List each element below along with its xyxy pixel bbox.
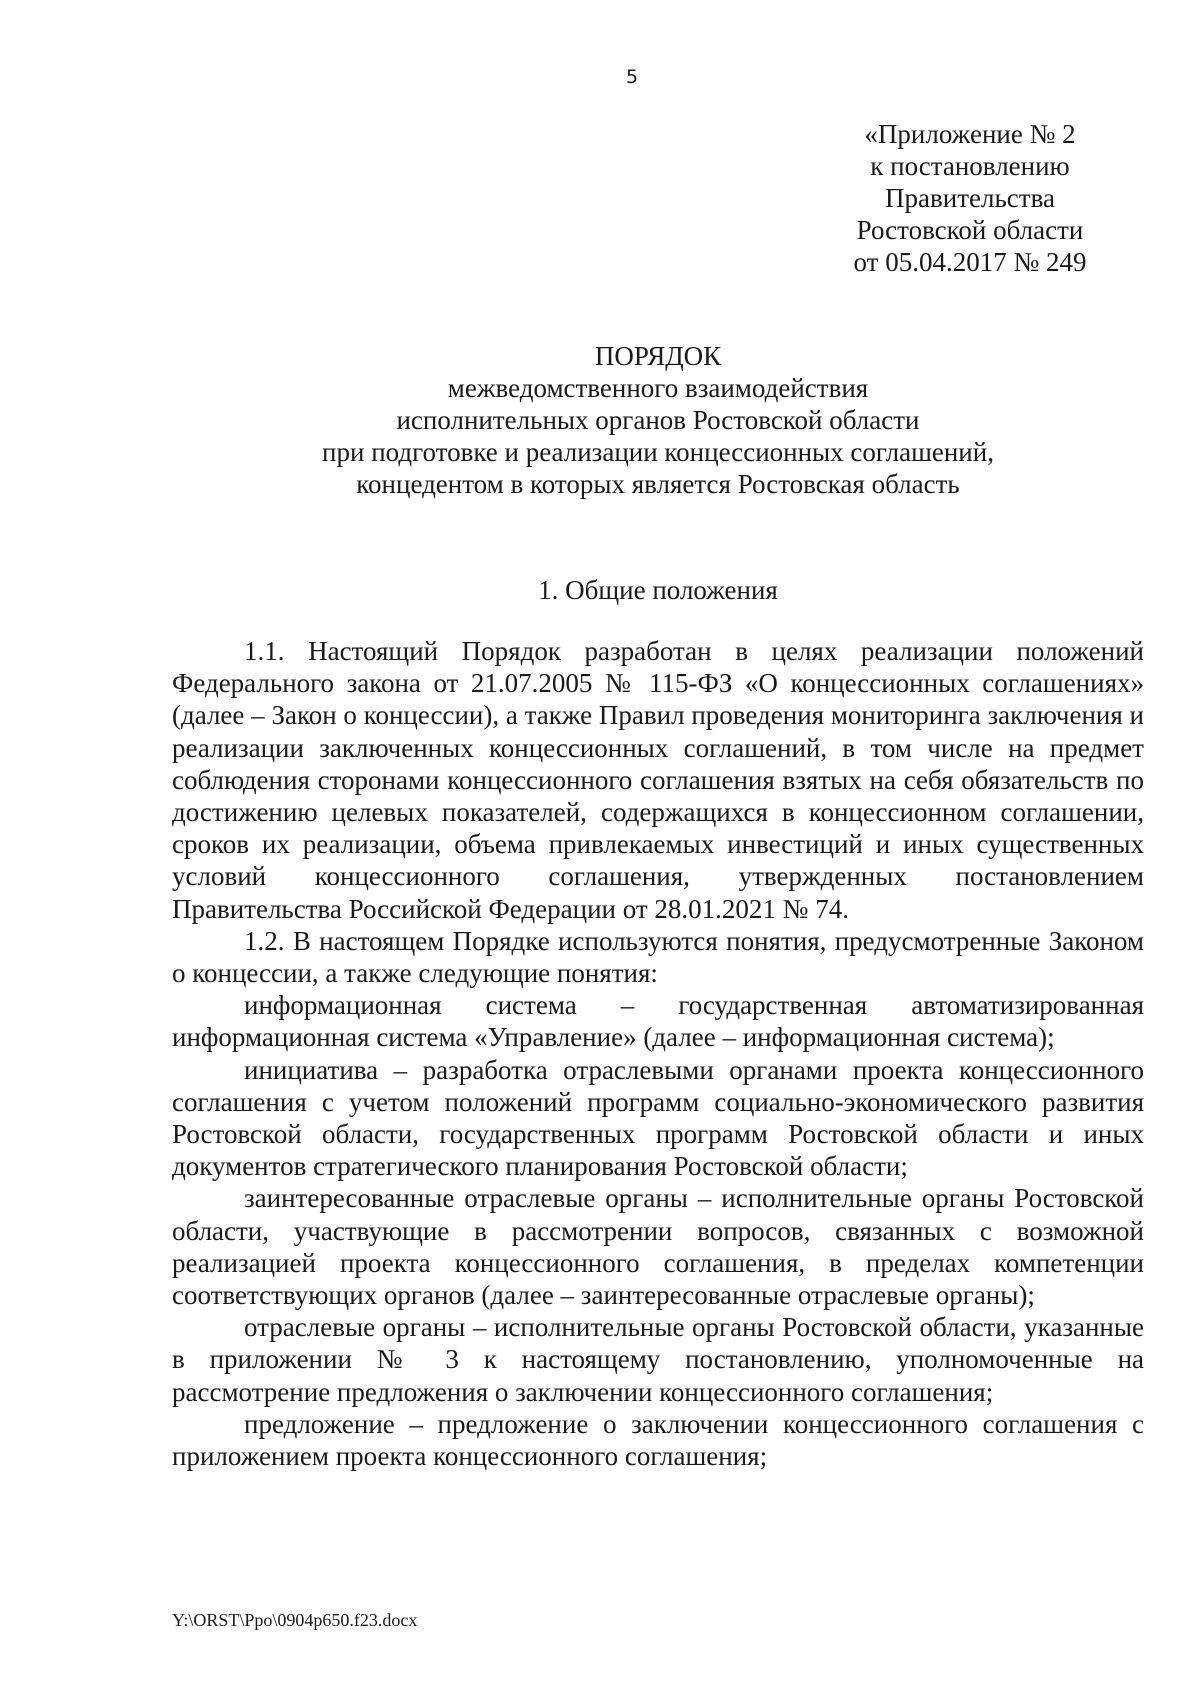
section-body	[172, 635, 1144, 1472]
paragraph: 1.1. Настоящий Порядок разработан в целях реализации положений Федерального закона от 21.07.2005 № 115-ФЗ «О концессионных соглашениях» (далее – Закон о концессии), а также Правил проведения мониторинга заключения и реализации заключенных концессионных соглашений, в том числе на предмет соблюдения сторонами концессионного соглашения взятых на себя обязательств по достижению целевых показателей, содержащихся в концессионном соглашении, сроков их реализации, объема привлекаемых инвестиций и иных существенных условий концессионного соглашения, утвержденных постановлением Правительства Российской Федерации от 28.01.2021 № 74.	[172, 636, 1144, 924]
appendix-line: Ростовской области	[856, 215, 1084, 245]
paragraph: 1.2. В настоящем Порядке используются понятия, предусмотренные Законом о концессии, а также следующие понятия:	[172, 925, 1144, 989]
title-line: концедентом в которых является Ростовская область	[356, 469, 960, 499]
title-line: межведомственного взаимодействия	[447, 373, 869, 403]
section-heading: 1. Общие положения	[538, 575, 778, 605]
appendix-line: Правительства	[885, 183, 1055, 213]
paragraph: предложение – предложение о заключении концессионного соглашения с приложением проекта концессионного соглашения;	[172, 1408, 1144, 1472]
appendix-line: «Приложение № 2	[864, 119, 1076, 149]
footer-file-path: Y:\ORST\Ppo\0904p650.f23.docx	[172, 1610, 418, 1630]
appendix-line: к постановлению	[870, 151, 1070, 181]
appendix-block	[830, 118, 1110, 278]
title-line: при подготовке и реализации концессионных соглашений,	[322, 437, 994, 467]
document-title	[172, 340, 1144, 500]
appendix-line: от 05.04.2017 № 249	[853, 247, 1087, 277]
paragraph: заинтересованные отраслевые органы – исполнительные органы Ростовской области, участвующие в рассмотрении вопросов, связанных с возможной реализацией проекта концессионного соглашения, в пределах компетенции соответствующих органов (далее – заинтересованные отраслевые органы);	[172, 1183, 1144, 1311]
title-line: исполнительных органов Ростовской области	[396, 405, 920, 435]
page-number: 5	[625, 66, 639, 88]
paragraph: информационная система – государственная автоматизированная информационная система «Управление» (далее – информационная система);	[172, 990, 1144, 1053]
title-heading: ПОРЯДОК	[594, 341, 722, 371]
paragraph: инициатива – разработка отраслевыми органами проекта концессионного соглашения с учетом положений программ социально-экономического развития Ростовской области, государственных программ Ростовской области и иных документов стратегического планирования Ростовской области;	[172, 1054, 1144, 1182]
paragraph: отраслевые органы – исполнительные органы Ростовской области, указанные в приложении № 3 к настоящему постановлению, уполномоченные на рассмотрение предложения о заключении концессионного соглашения;	[172, 1312, 1144, 1407]
